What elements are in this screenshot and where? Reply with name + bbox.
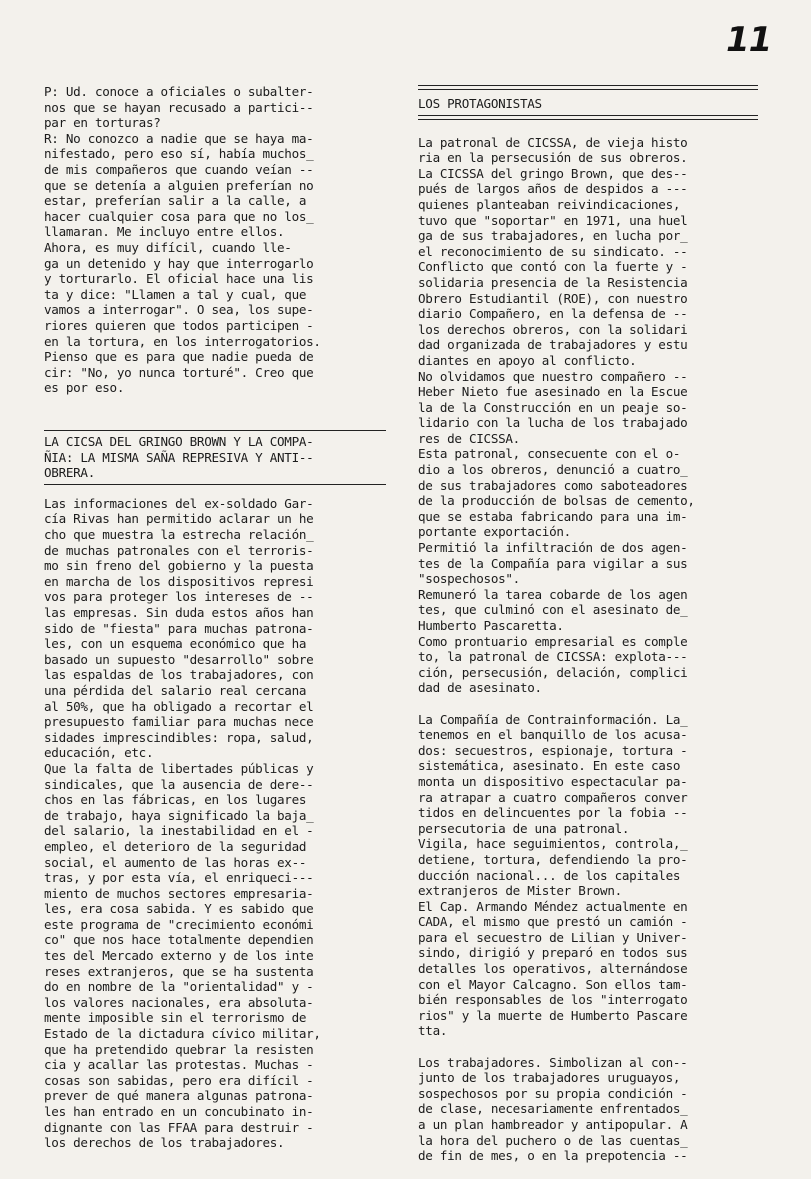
text-line: La CICSSA del gringo Brown, que des--	[418, 165, 688, 181]
text-line: Conflicto que contó con la fuerte y -	[418, 259, 688, 275]
text-line: Heber Nieto fue asesinado en la Escue	[418, 384, 688, 400]
text-line: de fin de mes, o en la prepotencia --	[418, 1148, 688, 1164]
text-line: que ha pretendido quebrar la resisten	[44, 1041, 314, 1057]
text-line: Humberto Pascaretta.	[418, 618, 564, 633]
text-line: tes, que culminó con el asesinato de_	[418, 602, 688, 618]
text-line: La patronal de CICSSA, de vieja histo	[418, 134, 688, 150]
text-line: extranjeros de Mister Brown.	[418, 883, 622, 899]
text-line: cosas son sabidas, pero era difícil -	[44, 1072, 314, 1088]
text-line: Remuneró la tarea cobarde de los agen	[418, 586, 688, 602]
text-line: ria en la persecusión de sus obreros.	[418, 150, 688, 166]
text-line: "sospechosos".	[418, 571, 520, 587]
text-line: Permitió la infiltración de dos agen-	[418, 540, 688, 556]
text-line: diantes en apoyo al conflicto.	[418, 352, 637, 368]
text-line: sidades imprescindibles: ropa, salud,	[44, 729, 314, 745]
text-line: No olvidamos que nuestro compañero --	[418, 368, 688, 384]
interview-section	[44, 84, 386, 396]
text-line: El Cap. Armando Méndez actualmente en	[418, 898, 688, 914]
text-line: con el Mayor Calcagno. Son ellos tam-	[418, 976, 688, 992]
text-line: ga de sus trabajadores, en lucha por_	[418, 228, 688, 244]
text-line: de clase, necesariamente enfrentados_	[418, 1101, 688, 1117]
text-line: CADA, el mismo que prestó un camión -	[418, 914, 688, 930]
text-line: los valores nacionales, era absoluta-	[44, 994, 314, 1010]
text-line: riores quieren que todos participen -	[44, 317, 314, 333]
text-line: educación, etc.	[44, 745, 154, 761]
text-line: solidaria presencia de la Resistencia	[418, 274, 688, 290]
text-line: del salario, la inestabilidad en el -	[44, 823, 314, 839]
text-line: tuvo que "soportar" en 1971, una huel	[418, 212, 688, 228]
text-line: este programa de "crecimiento económi	[44, 916, 314, 932]
text-line: La Compañía de Contrainformación. La_	[418, 711, 688, 727]
text-line: de mis compañeros que cuando veían --	[44, 161, 314, 177]
text-line: Como prontuario empresarial es comple	[418, 633, 688, 649]
text-line: co" que nos hace totalmente dependien	[44, 932, 314, 948]
text-line: vos para proteger los intereses de --	[44, 589, 314, 605]
text-line: P: Ud. conoce a oficiales o subalter-	[44, 84, 314, 99]
text-line: sido de "fiesta" para muchas patrona-	[44, 620, 314, 636]
text-line: detiene, tortura, defendiendo la pro-	[418, 851, 688, 867]
text-line: de trabajo, haya significado la baja_	[44, 807, 314, 823]
text-line: los derechos de los trabajadores.	[44, 1135, 285, 1151]
text-line: la hora del puchero o de las cuentas_	[418, 1132, 688, 1148]
article-body	[44, 496, 386, 1151]
text-line: dio a los obreros, denunció a cuatro_	[418, 462, 688, 478]
right-column	[418, 76, 758, 1164]
text-line: mente imposible sin el terrorismo de	[44, 1010, 307, 1026]
text-line: nos que se hayan recusado a partici--	[44, 99, 314, 115]
text-line: tes de la Compañía para vigilar a sus	[418, 555, 688, 571]
text-line: que se detenía a alguien preferían no	[44, 177, 314, 193]
text-line: quienes planteaban reivindicaciones,	[418, 196, 681, 212]
text-line: miento de muchos sectores empresaria-	[44, 885, 314, 901]
text-line: ra atrapar a cuatro compañeros conver	[418, 789, 688, 805]
text-line: prever de qué manera algunas patrona-	[44, 1088, 314, 1104]
text-line: a un plan hambreador y antipopular. A	[418, 1117, 688, 1132]
text-line: el reconocimiento de su sindicato. --	[418, 243, 688, 259]
text-line: persecutoria de una patronal.	[418, 820, 630, 836]
text-line: para el secuestro de Lilian y Univer-	[418, 929, 688, 945]
heading-line: OBRERA.	[44, 465, 95, 481]
text-line: en marcha de los dispositivos represi	[44, 573, 314, 589]
text-line: les, con un esquema económico que ha	[44, 636, 307, 652]
text-line: sistemática, asesinato. En este caso	[418, 758, 681, 774]
heading-line: LA CICSA DEL GRINGO BROWN Y LA COMPA-	[44, 434, 314, 450]
text-line: mo sin freno del gobierno y la puesta	[44, 558, 314, 574]
text-line: dad organizada de trabajadores y estu	[418, 337, 688, 353]
text-line: y torturarlo. El oficial hace una lis	[44, 271, 314, 287]
text-line: dignante con las FFAA para destruir -	[44, 1119, 314, 1135]
text-line: cia y acallar las protestas. Muchas -	[44, 1057, 314, 1073]
text-line: empleo, el deterioro de la seguridad	[44, 838, 307, 854]
text-line: portante exportación.	[418, 524, 571, 540]
text-line: basado un supuesto "desarrollo" sobre	[44, 651, 314, 667]
text-line: Las informaciones del ex-soldado Gar-	[44, 495, 314, 511]
text-line: la de la Construcción en un peaje so-	[418, 399, 688, 415]
text-line: las empresas. Sin duda estos años han	[44, 605, 314, 620]
text-line: ga un detenido y hay que interrogarlo	[44, 255, 314, 271]
text-line: dos: secuestros, espionaje, tortura -	[418, 742, 688, 758]
text-line: tes del Mercado externo y de los inte	[44, 948, 314, 964]
text-line: cir: "No, yo nunca torturé". Creo que	[44, 364, 314, 380]
text-line: Los trabajadores. Simbolizan al con--	[418, 1054, 688, 1070]
text-line: Estado de la dictadura cívico militar,	[44, 1026, 321, 1042]
text-line: sindo, dirigió y preparó en todos sus	[418, 945, 688, 961]
left-column	[44, 76, 386, 1151]
text-line: de la producción de bolsas de cemento,	[418, 493, 695, 509]
text-line: Ahora, es muy difícil, cuando lle-	[44, 239, 292, 255]
text-line: en la tortura, en los interrogatorios.	[44, 333, 321, 349]
text-line: es por eso.	[44, 380, 125, 396]
text-line: una pérdida del salario real cercana	[44, 682, 307, 698]
text-line: nifestado, pero eso sí, había muchos_	[44, 146, 314, 162]
text-line: tras, y por esta vía, el enriqueci---	[44, 870, 314, 886]
text-line: cho que muestra la estrecha relación_	[44, 527, 314, 543]
text-line: los derechos obreros, con la solidari	[418, 321, 688, 337]
text-line: diario Compañero, en la defensa de --	[418, 306, 688, 322]
text-line: cía Rivas han permitido aclarar un he	[44, 511, 314, 527]
text-line: vamos a interrogar". O sea, los supe-	[44, 302, 314, 318]
text-line: les han entrado en un concubinato in-	[44, 1104, 314, 1119]
paragraph-compania	[418, 712, 758, 1039]
paragraph-patronal	[418, 135, 758, 696]
text-line: chos en las fábricas, en los lugares	[44, 792, 307, 808]
text-line: detalles los operativos, alternándose	[418, 961, 688, 977]
text-line: sospechosos por su propia condición -	[418, 1085, 688, 1101]
text-line: al 50%, que ha obligado a recortar el	[44, 698, 314, 714]
text-line: res de CICSSA.	[418, 430, 520, 446]
text-line: de muchas patronales con el terroris-	[44, 542, 314, 558]
text-line: Que la falta de libertades públicas y	[44, 760, 314, 776]
text-line: Pienso que es para que nadie pueda de	[44, 349, 314, 365]
text-line: presupuesto familiar para muchas nece	[44, 714, 314, 730]
text-line: ducción nacional... de los capitales	[418, 867, 681, 883]
paragraph-trabajadores	[418, 1055, 758, 1164]
text-line: do en nombre de la "orientalidad" y -	[44, 979, 314, 995]
text-line: ta y dice: "Llamen a tal y cual, que	[44, 286, 307, 302]
section-divider	[418, 115, 758, 120]
text-line: llamaran. Me incluyo entre ellos.	[44, 224, 285, 240]
section-divider	[418, 85, 758, 90]
text-line: tenemos en el banquillo de los acusa-	[418, 727, 688, 743]
text-line: que se estaba fabricando para una im-	[418, 508, 688, 524]
section-heading: LOS PROTAGONISTAS	[418, 96, 542, 111]
text-line: estar, preferían salir a la calle, a	[44, 193, 307, 209]
text-line: sindicales, que la ausencia de dere--	[44, 776, 314, 792]
text-line: rios" y la muerte de Humberto Pascare	[418, 1007, 688, 1023]
text-line: pués de largos años de despidos a ---	[418, 181, 688, 197]
text-line: to, la patronal de CICSSA: explota---	[418, 649, 688, 665]
text-line: reses extranjeros, que se ha sustenta	[44, 963, 314, 979]
section-divider	[44, 484, 386, 485]
section-divider	[44, 430, 386, 431]
text-line: de sus trabajadores como saboteadores	[418, 477, 688, 493]
text-line: par en torturas?	[44, 115, 161, 131]
text-line: R: No conozco a nadie que se haya ma-	[44, 130, 314, 146]
text-line: junto de los trabajadores uruguayos,	[418, 1070, 681, 1086]
heading-line: ÑIA: LA MISMA SAÑA REPRESIVA Y ANTI--	[44, 449, 314, 465]
section-heading	[44, 434, 386, 481]
text-line: dad de asesinato.	[418, 680, 542, 696]
text-line: social, el aumento de las horas ex--	[44, 854, 307, 870]
text-line: tta.	[418, 1023, 448, 1039]
text-line: Vigila, hace seguimientos, controla,_	[418, 836, 688, 852]
text-line: tidos en delincuentes por la fobia --	[418, 805, 688, 821]
text-line: Obrero Estudiantil (ROE), con nuestro	[418, 290, 688, 306]
text-line: les, era cosa sabida. Y es sabido que	[44, 901, 314, 917]
text-line: bién responsables de los "interrogato	[418, 992, 688, 1008]
page-number: 11	[726, 20, 772, 60]
text-line: Esta patronal, consecuente con el o-	[418, 446, 681, 462]
text-line: hacer cualquier cosa para que no los_	[44, 208, 314, 224]
text-line: las espaldas de los trabajadores, con	[44, 667, 314, 683]
text-line: lidario con la lucha de los trabajado	[418, 415, 688, 431]
text-line: ción, persecusión, delación, complici	[418, 664, 688, 680]
text-line: monta un dispositivo espectacular pa-	[418, 773, 688, 789]
